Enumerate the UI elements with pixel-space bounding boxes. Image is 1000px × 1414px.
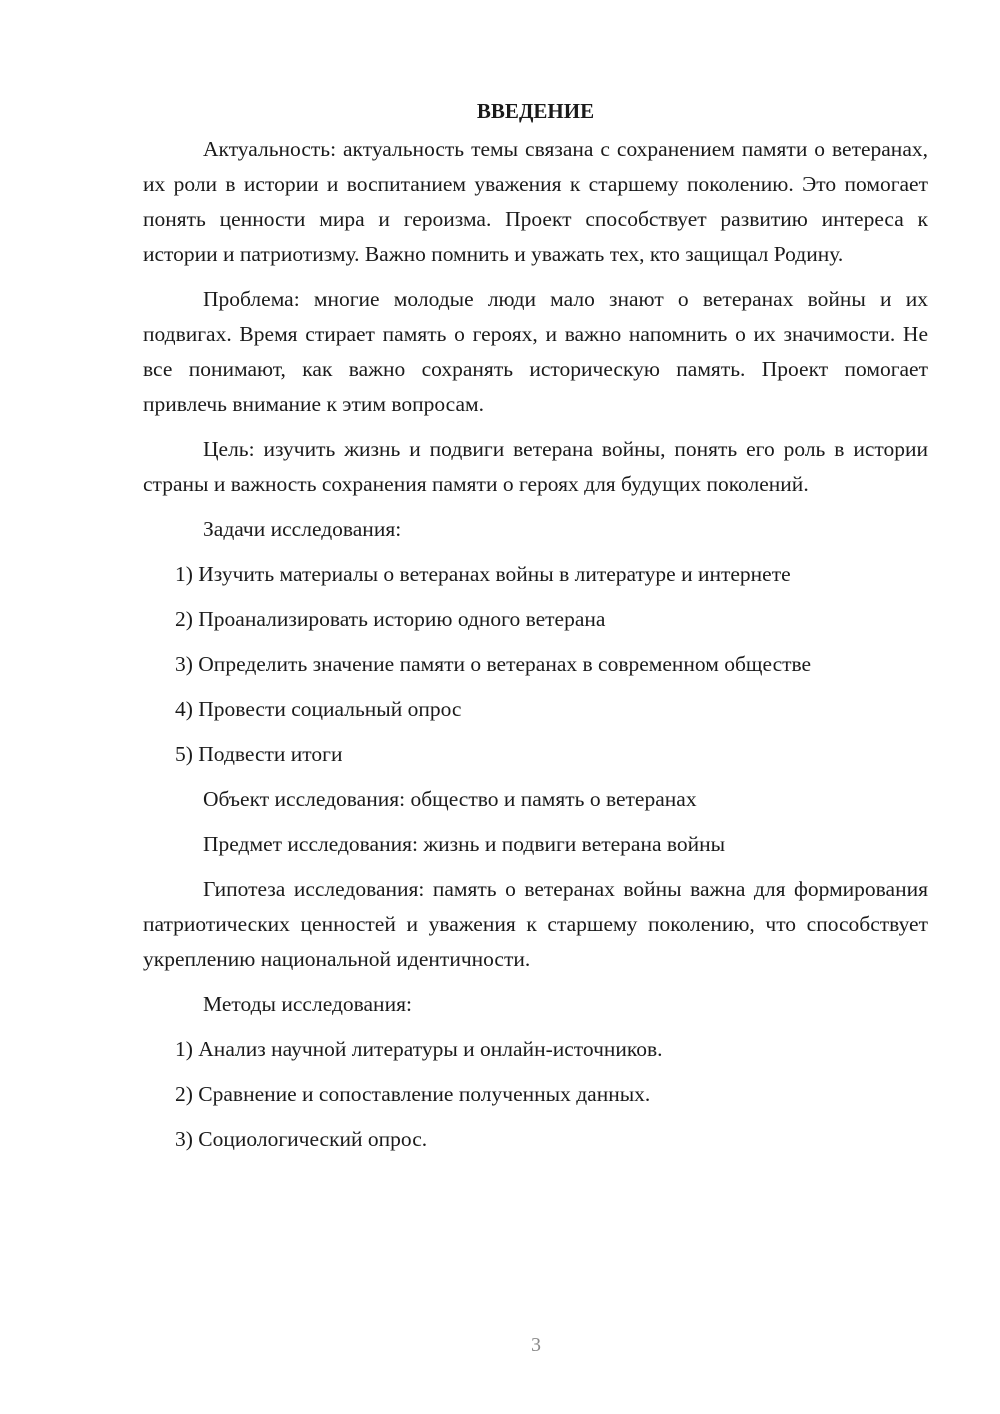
tasks-title: Задачи исследования:: [203, 517, 402, 541]
document-page: [143, 96, 928, 1167]
research-subject: Предмет исследования: жизнь и подвиги ветерана войны: [203, 832, 726, 856]
task-item: 2) Проанализировать историю одного ветерана: [175, 607, 606, 631]
task-item: 3) Определить значение памяти о ветеранах в современном обществе: [175, 652, 812, 676]
hypothesis-paragraph: Гипотеза исследования: память о ветеранах войны важна для формирования патриотических ценностей и уважения к старшему поколению, что способствует укреплению национальной идентичности.: [143, 877, 928, 971]
research-object: Объект исследования: общество и память о ветеранах: [203, 787, 697, 811]
goal-paragraph: Цель: изучить жизнь и подвиги ветерана войны, понять его роль в истории страны и важность сохранения памяти о героях для будущих поколений.: [143, 437, 928, 496]
method-item: 1) Анализ научной литературы и онлайн-источников.: [175, 1037, 663, 1061]
page-number: 3: [531, 1334, 541, 1356]
method-item: 2) Сравнение и сопоставление полученных данных.: [175, 1082, 651, 1106]
task-item: 1) Изучить материалы о ветеранах войны в литературе и интернете: [175, 562, 791, 586]
methods-title: Методы исследования:: [203, 992, 412, 1016]
method-item: 3) Социологический опрос.: [175, 1127, 428, 1151]
problem-paragraph: Проблема: многие молодые люди мало знают о ветеранах войны и их подвигах. Время стирает память о героях, и важно напомнить о их значимости. Не все понимают, как важно сохранять историческую память. Проект помогает привлечь внимание к этим вопросам.: [143, 287, 928, 416]
task-item: 5) Подвести итоги: [175, 742, 343, 766]
page-title: ВВЕДЕНИЕ: [476, 99, 595, 123]
task-item: 4) Провести социальный опрос: [175, 697, 462, 721]
relevance-paragraph: Актуальность: актуальность темы связана с сохранением памяти о ветеранах, их роли в истории и воспитанием уважения к старшему поколению. Это помогает понять ценности мира и героизма. Проект способствует развитию интереса к истории и патриотизму. Важно помнить и уважать тех, кто защищал Родину.: [143, 137, 928, 266]
